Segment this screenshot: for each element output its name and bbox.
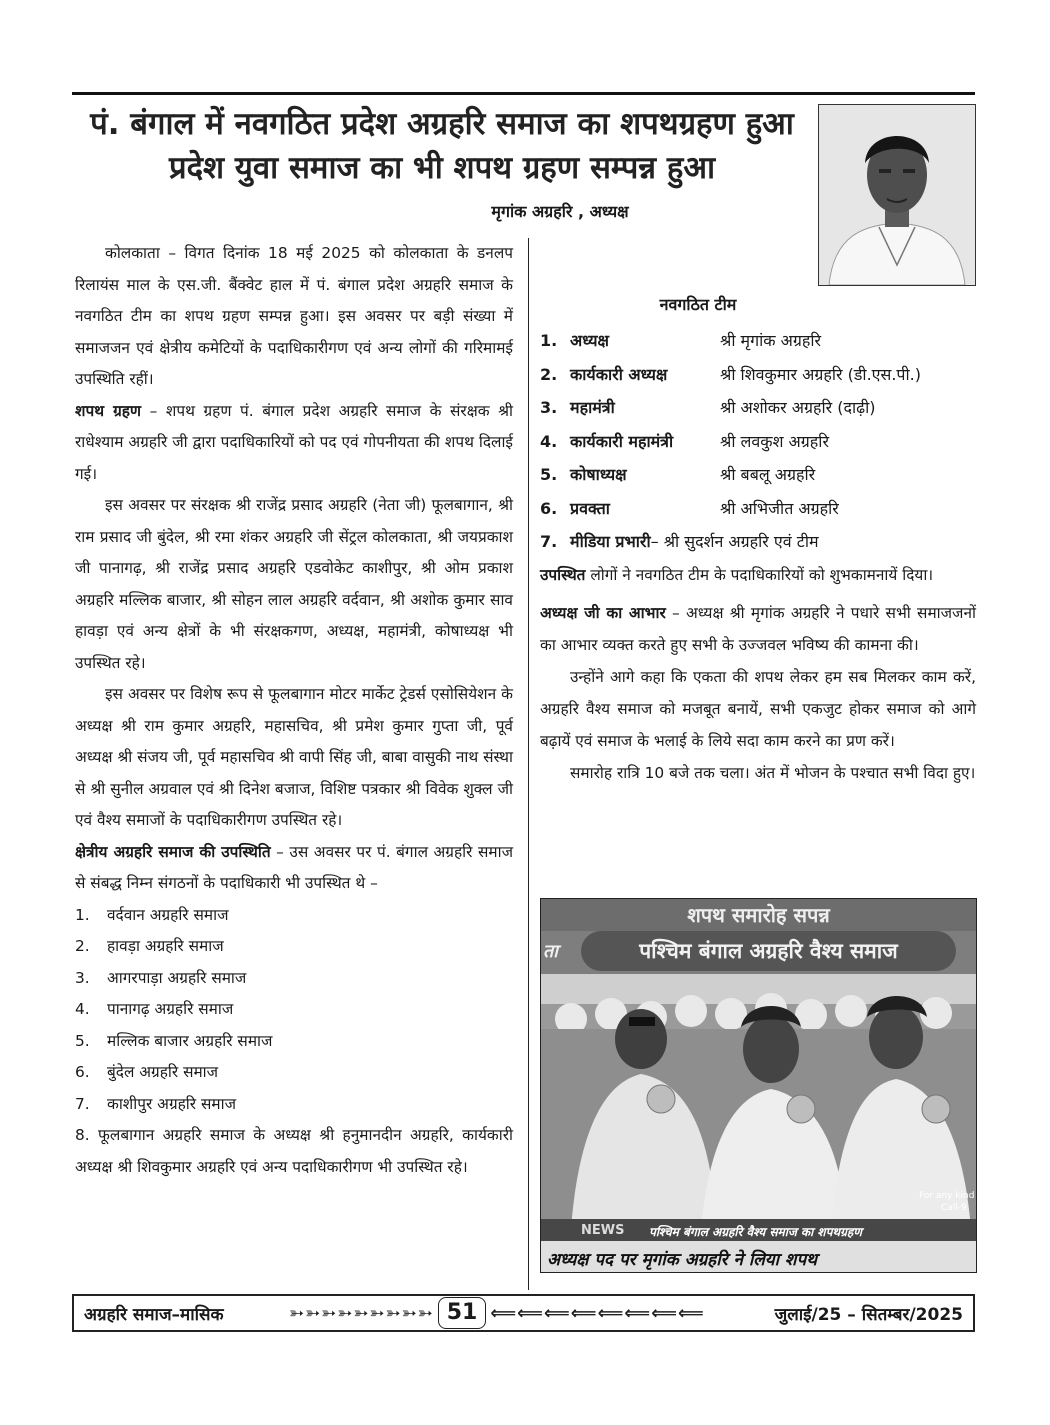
decorative-arrows-left-icon: ➳➳➳➳➳➳➳➳➳ — [289, 1302, 434, 1324]
team-name: श्री अभिजीत अग्रहरि — [720, 498, 839, 518]
regional-list — [75, 900, 513, 1121]
list-text: हावड़ा अग्रहरि समाज — [107, 937, 224, 955]
thanks-heading: अध्यक्ष जी का आभार — [540, 603, 666, 622]
team-role: मीडिया प्रभारी — [570, 532, 651, 551]
paragraph-regional — [75, 837, 513, 900]
team-role: महामंत्री — [570, 398, 615, 417]
news-corner-text: For any kind — [919, 1191, 975, 1201]
list-number: 2. — [75, 937, 90, 955]
headline — [72, 102, 812, 190]
team-role: अध्यक्ष — [570, 331, 609, 350]
byline: मृगांक अग्रहरि , अध्यक्ष — [491, 202, 629, 221]
list-item — [75, 900, 513, 932]
team-row — [540, 492, 976, 526]
list-item — [75, 1057, 513, 1089]
team-number: 4. — [540, 431, 558, 451]
team-name: श्री बबलू अग्रहरि — [720, 465, 816, 484]
team-number: 3. — [540, 398, 558, 417]
list-number: 6. — [75, 1063, 90, 1081]
portrait-illustration — [819, 105, 975, 285]
headline-line-2: प्रदेश युवा समाज का भी शपथ ग्रहण सम्पन्न हुआ — [168, 150, 716, 186]
paragraph-closing: समारोह रात्रि 10 बजे तक चला। अंत में भोजन के पश्चात सभी विदा हुए। — [570, 763, 976, 782]
list-text: मल्लिक बाजार अग्रहरि समाज — [107, 1031, 273, 1050]
team-role: कार्यकारी महामंत्री — [570, 431, 674, 451]
list-text: वर्दवान अग्रहरि समाज — [107, 905, 229, 924]
list-text: बुंदेल अग्रहरि समाज — [107, 1063, 219, 1081]
team-row — [540, 525, 976, 559]
team-role: कार्यकारी अध्यक्ष — [570, 364, 668, 384]
team-number: 5. — [540, 465, 558, 484]
list-number: 7. — [75, 1094, 90, 1113]
oath-heading: शपथ ग्रहण — [75, 401, 142, 420]
team-number: 6. — [540, 498, 558, 518]
news-ticker-left: NEWS — [581, 1223, 625, 1238]
team-row — [540, 458, 976, 492]
list-item — [75, 994, 513, 1026]
list-item — [75, 1089, 513, 1121]
team-name: – श्री सुदर्शन अग्रहरि एवं टीम — [650, 532, 819, 551]
team-heading: नवगठित टीम — [659, 295, 737, 314]
paragraph-intro: कोलकाता – विगत दिनांक 18 मई 2025 को कोलकाता के डनलप रिलायंस माल के एस.जी. बैंक्वेट हाल में पं. बंगाल प्रदेश अग्रहरि समाज के नवगठित टीम का शपथ ग्रहण सम्पन्न हुआ। इस अवसर पर बड़ी संख्या में समाजजन एवं क्षेत्रीय कमेटियों के पदाधिकारीगण एवं अन्य लोगों की गरिमामई उपस्थिति रहीं। — [75, 244, 513, 388]
list-text: काशीपुर अग्रहरि समाज — [107, 1094, 236, 1113]
issue-date: जुलाई/25 – सितम्बर/2025 — [774, 1304, 963, 1325]
team-row — [540, 324, 976, 358]
news-screenshot-photo — [540, 898, 977, 1273]
news-headline-bar: अध्यक्ष पद पर मृगांक अग्रहरि ने लिया शपथ — [547, 1250, 818, 1270]
left-column — [75, 238, 513, 1183]
list-number: 4. — [75, 1000, 90, 1018]
column-divider — [528, 238, 529, 1290]
news-banner-top: शपथ समारोह सपन्न — [687, 903, 830, 927]
regional-text: – उस अवसर पर पं. बंगाल अग्रहरि समाज से संबद्ध निम्न संगठनों के पदाधिकारी भी उपस्थित थे – — [75, 842, 513, 892]
list-number: 1. — [75, 905, 90, 924]
paragraph-phoolbagan: 8. फूलबागान अग्रहरि समाज के अध्यक्ष श्री हनुमानदीन अग्रहरि, कार्यकारी अध्यक्ष श्री शिवकुमार अग्रहरि एवं अन्य पदाधिकारीगण भी उपस्थित रहे। — [75, 1126, 513, 1176]
present-heading: उपस्थित — [540, 565, 586, 584]
list-item — [75, 963, 513, 995]
page-number: 51 — [438, 1297, 487, 1329]
list-item — [75, 931, 513, 963]
team-name: श्री शिवकुमार अग्रहरि (डी.एस.पी.) — [720, 364, 921, 384]
paragraph-oath — [75, 396, 513, 491]
list-text: पानागढ़ अग्रहरि समाज — [107, 1000, 234, 1018]
team-row — [540, 358, 976, 392]
team-name: श्री अशोकर अग्रहरि (दाढ़ी) — [720, 398, 876, 417]
team-name: श्री लवकुश अग्रहरि — [720, 431, 829, 451]
paragraph-present — [540, 559, 976, 591]
thanks-text: – अध्यक्ष श्री मृगांक अग्रहरि ने पधारे सभी समाजजनों का आभार व्यक्त करते हुए सभी के उज्जवल भविष्य की कामना की। — [540, 603, 976, 654]
publication-name: अग्रहरि समाज–मासिक — [84, 1304, 224, 1325]
page-footer — [72, 1294, 975, 1332]
news-ticker: पश्चिम बंगाल अग्रहरि वैश्य समाज का शपथग्रहण — [649, 1225, 862, 1239]
oath-text: – शपथ ग्रहण पं. बंगाल प्रदेश अग्रहरि समाज के संरक्षक श्री राधेश्याम अग्रहरि जी द्वारा पदाधिकारियों को पद एवं गोपनीयता की शपथ दिलाई गई। — [75, 401, 513, 483]
paragraph-patrons: इस अवसर पर संरक्षक श्री राजेंद्र प्रसाद अग्रहरि (नेता जी) फूलबागान, श्री राम प्रसाद जी बुंदेल, श्री रमा शंकर अग्रहरि जी सेंट्रल कोलकाता, श्री जयप्रकाश जी पानागढ़, श्री राजेंद्र प्रसाद अग्रहरि एडवोकेट काशीपुर, श्री ओम प्रकाश अग्रहरि मल्लिक बाजार, श्री सोहन लाल अग्रहरि वर्दवान, श्री अशोक कुमार साव हावड़ा एवं अन्य क्षेत्रों के भी संरक्षकगण, अध्यक्ष, महामंत्री, कोषाध्यक्ष भी उपस्थित रहे। — [75, 496, 513, 672]
paragraph-special-guests: इस अवसर पर विशेष रूप से फूलबागान मोटर मार्केट ट्रेडर्स एसोसियेशन के अध्यक्ष श्री राम कुमार अग्रहरि, महासचिव, श्री प्रमेश कुमार गुप्ता जी, पूर्व अध्यक्ष श्री संजय जी, पूर्व महासचिव श्री वापी सिंह जी, बाबा वासुकी नाथ संस्था से श्री सुनील अग्रवाल एवं श्री दिनेश बजाज, विशिष्ट पत्रकार श्री विवेक शुक्ल जी एवं वैश्य समाजों के पदाधिकारीगण उपस्थित रहे। — [75, 685, 514, 829]
portrait-photo — [818, 104, 976, 286]
list-number: 3. — [75, 968, 90, 987]
list-number: 5. — [75, 1031, 90, 1050]
team-row — [540, 391, 976, 425]
news-corner-text-2: Call-9 — [941, 1203, 967, 1213]
team-role: कोषाध्यक्ष — [570, 465, 627, 484]
team-number: 7. — [540, 532, 558, 551]
list-item — [75, 1026, 513, 1058]
news-banner-left: ता — [543, 941, 558, 962]
team-number: 1. — [540, 331, 558, 350]
decorative-arrows-right-icon: ⟸⟸⟸⟸⟸⟸⟸⟸ — [490, 1302, 705, 1324]
paragraph-thanks — [540, 597, 976, 661]
top-rule — [72, 92, 975, 95]
paragraph-unity: उन्होंने आगे कहा कि एकता की शपथ लेकर हम सब मिलकर काम करें, अग्रहरि वैश्य समाज को मजबूत बनायें, सभी एकजुट होकर समाज को आगे बढ़ायें एवं समाज के भलाई के लिये सदा काम करने का प्रण करें। — [540, 667, 976, 750]
team-number: 2. — [540, 364, 558, 384]
team-role: प्रवक्ता — [570, 498, 610, 518]
team-list — [540, 324, 976, 559]
present-text: लोगों ने नवगठित टीम के पदाधिकारियों को शुभकामनायें दिया। — [585, 565, 934, 584]
headline-line-1: पं. बंगाल में नवगठित प्रदेश अग्रहरि समाज का शपथग्रहण हुआ — [90, 106, 794, 142]
team-name: श्री मृगांक अग्रहरि — [720, 331, 822, 350]
right-column — [540, 290, 976, 789]
regional-heading: क्षेत्रीय अग्रहरि समाज की उपस्थिति — [75, 842, 271, 861]
news-banner-main: पश्चिम बंगाल अग्रहरि वैश्य समाज — [639, 939, 898, 963]
list-text: आगरपाड़ा अग्रहरि समाज — [107, 968, 247, 987]
team-row — [540, 425, 976, 459]
